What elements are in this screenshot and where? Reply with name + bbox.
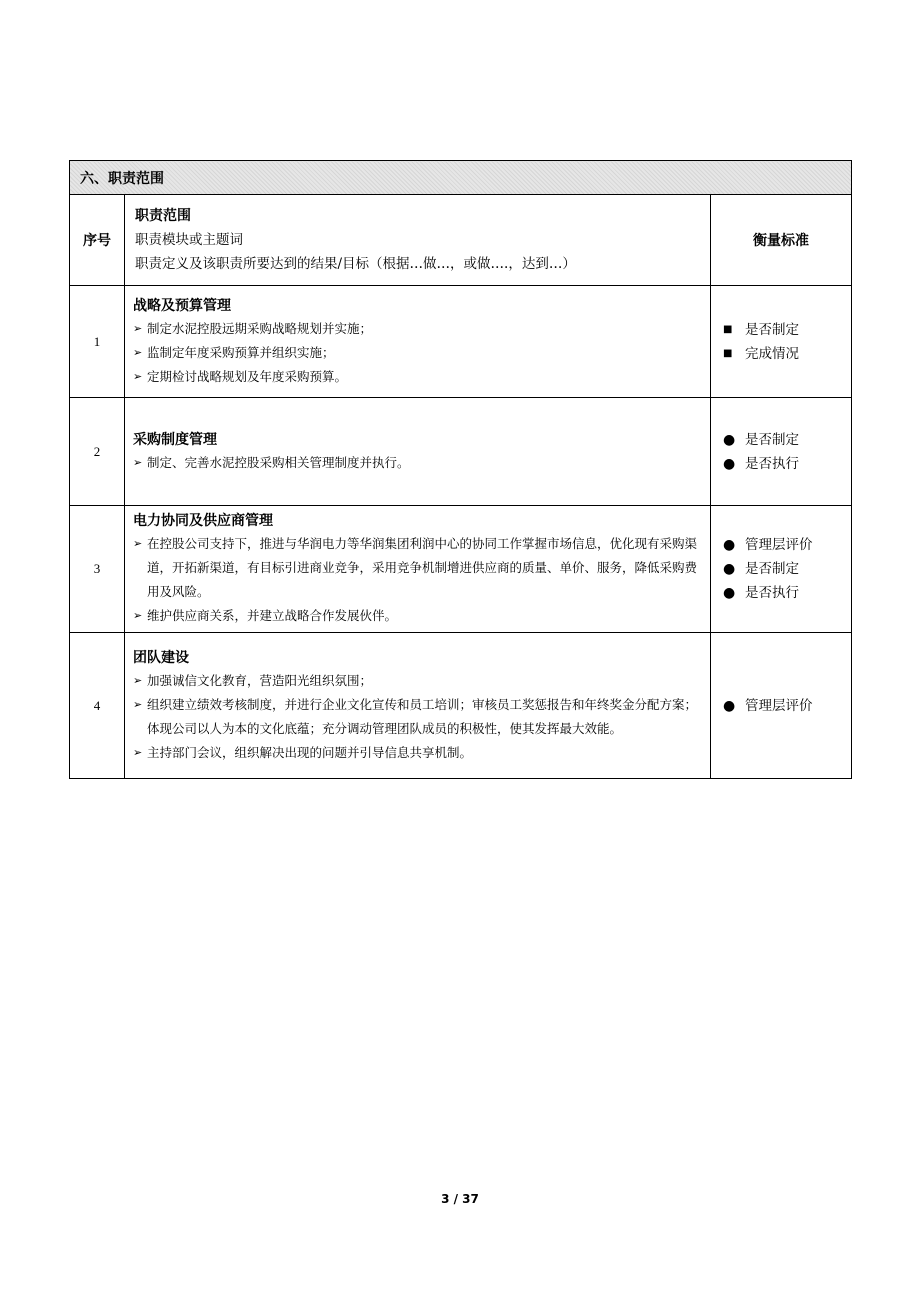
table-row [70,398,852,506]
list-item: ➢ 监制定年度采购预算并组织实施； [133,341,702,365]
arrow-bullet-icon: ➢ [133,345,143,359]
round-bullet-icon: ● [723,431,736,448]
arrow-bullet-icon: ➢ [133,609,143,622]
list-item: ➢ 制定、完善水泥控股采购相关管理制度并执行。 [133,451,702,475]
list-item: ➢ 制定水泥控股远期采购战略规划并实施； [133,317,702,341]
row-standards [711,398,852,506]
list-item: ➢ 主持部门会议，组织解决出现的问题并引导信息共享机制。 [133,741,702,765]
standard-item: ■ 完成情况 [723,342,851,366]
table-row [70,633,852,779]
arrow-bullet-icon: ➢ [133,455,143,469]
standard-item: ● 管理层评价 [723,694,851,718]
row-seq: 4 [70,633,125,779]
row-standards [711,286,852,398]
row-body [125,286,711,398]
arrow-bullet-icon: ➢ [133,745,143,759]
round-bullet-icon: ● [723,697,736,714]
square-bullet-icon: ■ [723,347,733,359]
standard-item: ● 是否制定 [723,428,851,452]
arrow-bullet-icon: ➢ [133,321,143,335]
standard-header: 衡量标准 [711,195,852,286]
standard-item: ■ 是否制定 [723,318,851,342]
list-item: ➢ 在控股公司支持下，推进与华润电力等华润集团利润中心的协同工作掌握市场信息，优化现有采购渠道，开拓新渠道，有目标引进商业竞争，采用竞争机制增进供应商的质量、单价、服务，降低采购费用及风险。 [133,532,702,604]
row-title: 采购制度管理 [133,431,217,448]
list-item: ➢ 组织建立绩效考核制度，并进行企业文化宣传和员工培训；审核员工奖惩报告和年终奖金分配方案；体现公司以人为本的文化底蕴；充分调动管理团队成员的积极性，使其发挥最大效能。 [133,693,702,741]
list-item: ➢ 定期检讨战略规划及年度采购预算。 [133,365,702,389]
square-bullet-icon: ■ [723,323,733,335]
row-seq: 1 [70,286,125,398]
section-header-row [70,161,852,195]
row-title: 团队建设 [133,649,189,666]
row-body [125,633,711,779]
row-body [125,398,711,506]
scope-header-module: 职责模块或主题词 [135,232,243,248]
arrow-bullet-icon: ➢ [133,537,143,550]
column-header-row [70,195,852,286]
row-seq: 2 [70,398,125,506]
row-seq: 3 [70,506,125,633]
round-bullet-icon: ● [723,455,736,472]
scope-header-title: 职责范围 [135,208,191,224]
row-title: 战略及预算管理 [133,297,231,314]
table-row [70,286,852,398]
arrow-bullet-icon: ➢ [133,369,143,383]
scope-header [125,195,711,286]
table-row [70,506,852,633]
arrow-bullet-icon: ➢ [133,697,143,711]
standard-item: ● 是否制定 [723,557,851,581]
round-bullet-icon: ● [723,561,736,577]
section-title: 六、职责范围 [70,161,852,195]
row-title: 电力协同及供应商管理 [133,513,273,529]
standard-item: ● 管理层评价 [723,533,851,557]
round-bullet-icon: ● [723,537,736,553]
list-item: ➢ 维护供应商关系，并建立战略合作发展伙伴。 [133,604,702,628]
list-item: ➢ 加强诚信文化教育，营造阳光组织氛围； [133,669,702,693]
round-bullet-icon: ● [723,585,736,601]
scope-header-definition: 职责定义及该职责所要达到的结果/目标（根据…做…，或做….，达到…） [135,256,576,272]
arrow-bullet-icon: ➢ [133,673,143,687]
seq-header: 序号 [70,195,125,286]
standard-item: ● 是否执行 [723,581,851,605]
row-body [125,506,711,633]
row-standards [711,633,852,779]
page-number: 3 / 37 [441,1192,479,1206]
responsibility-table [69,160,852,779]
row-standards [711,506,852,633]
standard-item: ● 是否执行 [723,452,851,476]
